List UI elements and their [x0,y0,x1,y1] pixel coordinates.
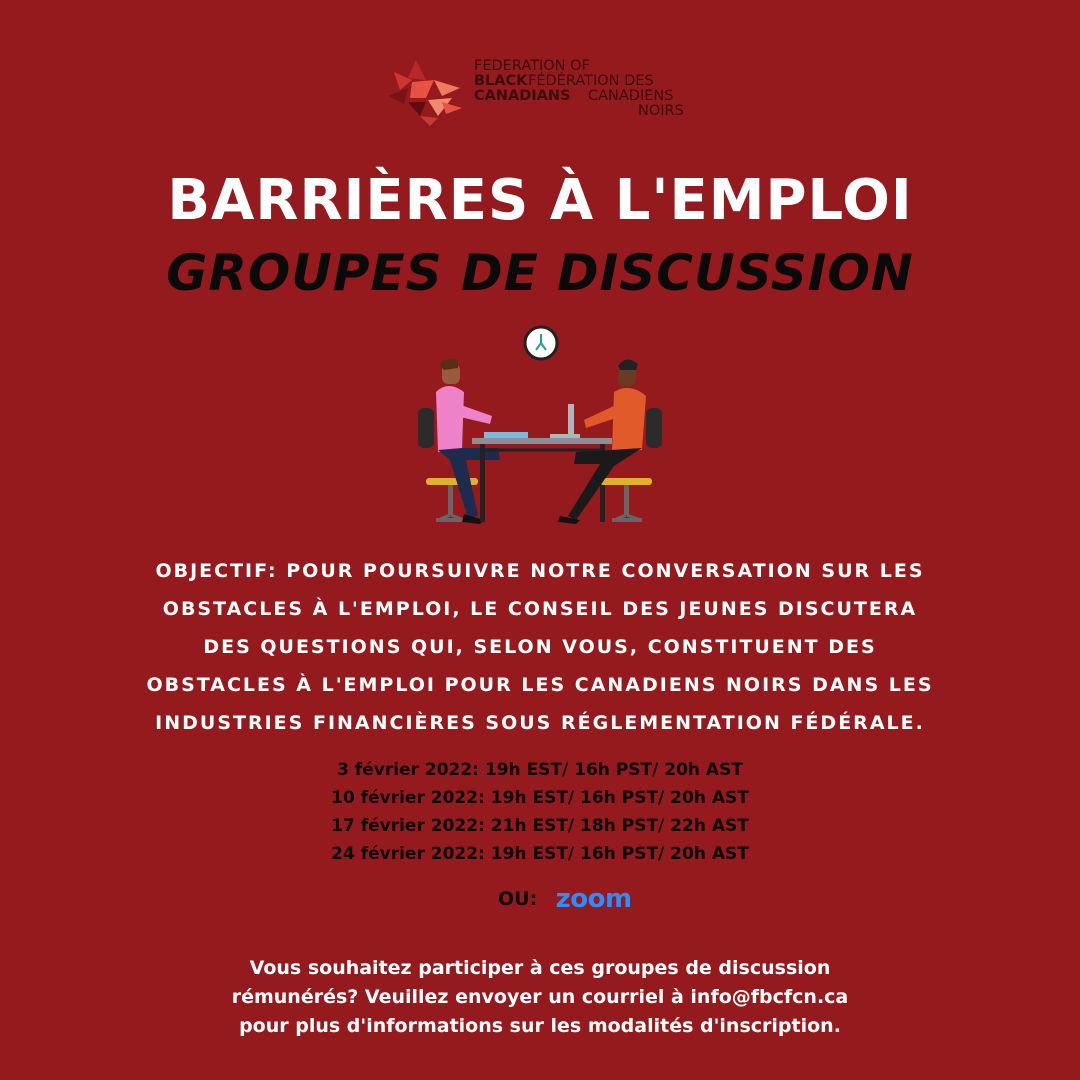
where-label: OU: [498,888,538,910]
logo-en-line2: BLACK [474,73,528,89]
call-to-action [0,954,1080,1041]
date-item: 17 février 2022: 21h EST/ 18h PST/ 22h AST [331,816,749,836]
meeting-illustration [400,320,680,530]
objective-line: DES QUESTIONS QUI, SELON VOUS, CONSTITUENT DES [203,636,877,658]
logo-fr-line3: NOIRS [638,103,684,119]
logo-en-line1: FEDERATION OF [474,58,590,74]
clock-icon [525,327,557,359]
objective-line: OBJECTIF: POUR POURSUIVRE NOTRE CONVERSATION SUR LES [155,560,925,582]
page-title: BARRIÈRES À L'EMPLOI [167,168,913,233]
date-item: 3 février 2022: 19h EST/ 16h PST/ 20h AST [337,760,743,780]
organization-logo [386,56,706,132]
maple-leaf-icon [386,58,466,128]
cta-line: pour plus d'informations sur les modalités d'inscription. [239,1015,841,1037]
objective-text [110,552,970,742]
cta-line: Vous souhaitez participer à ces groupes de discussion [249,957,831,979]
logo-fr-line1: FÉDÉRATION DES [528,73,654,89]
objective-line: INDUSTRIES FINANCIÈRES SOUS RÉGLEMENTATION FÉDÉRALE. [155,712,925,734]
platform-line [498,884,632,918]
page-subtitle: GROUPES DE DISCUSSION [166,244,914,302]
date-item: 10 février 2022: 19h EST/ 16h PST/ 20h AST [331,788,749,808]
logo-en-line3: CANADIANS [474,88,571,104]
cta-line: rémunérés? Veuillez envoyer un courriel à info@fbcfcn.ca [231,986,849,1008]
objective-line: OBSTACLES À L'EMPLOI POUR LES CANADIENS NOIRS DANS LES [146,674,934,696]
objective-line: OBSTACLES À L'EMPLOI, LE CONSEIL DES JEUNES DISCUTERA [162,598,918,620]
logo-fr-line2: CANADIENS [588,88,674,104]
session-dates [0,756,1080,868]
zoom-logo: zoom [555,884,632,914]
date-item: 24 février 2022: 19h EST/ 16h PST/ 20h AST [331,844,749,864]
